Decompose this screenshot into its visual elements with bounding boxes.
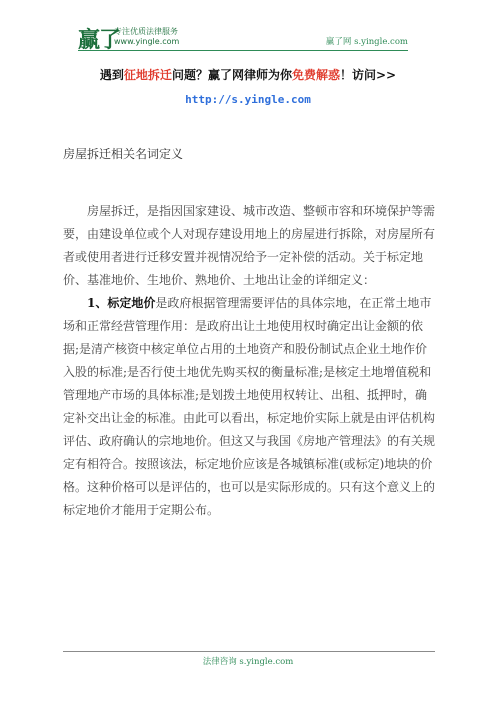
paragraph-2-block: [63, 292, 435, 522]
paragraph-1: 房屋拆迁，是指因国家建设、城市改造、整顿市容和环境保护等需要，由建设单位或个人对现存建设用地上的房屋进行拆除，对房屋所有者或使用者进行迁移安置并视情况给予一定补偿的活动。关于标定地价、基准地价、生地价、熟地价、土地出让金的详细定义：: [63, 204, 436, 287]
paragraph-2: [63, 292, 435, 522]
promo-banner: [0, 66, 496, 83]
promo-highlight-free: 免费解惑: [291, 68, 340, 82]
promo-text-3: ！访问>>: [339, 68, 397, 82]
promo-link[interactable]: http://s.yingle.com: [185, 93, 311, 106]
promo-text-1: 遇到: [99, 68, 124, 82]
logo-url: www.yingle.com: [114, 37, 180, 46]
term-standard-land-price: 1、标定地价: [87, 296, 156, 310]
paragraph-1-block: [63, 200, 435, 292]
promo-text-2: 问题？赢了网律师为你: [171, 68, 292, 82]
promo-highlight-topic: 征地拆迁: [123, 68, 172, 82]
site-logo[interactable]: [78, 25, 188, 53]
header-site-label[interactable]: 赢了网 s.yingle.com: [325, 37, 408, 47]
logo-mark: 赢了: [78, 28, 121, 53]
section-title: 房屋拆迁相关名词定义: [63, 147, 184, 161]
logo-slogan: 专注优质法律服务: [114, 27, 178, 36]
paragraph-2-body: 是政府根据管理需要评估的具体宗地，在正常土地市场和正常经营管理作用：是政府出让土地使用权时确定出让金额的依据;是清产核资中核定单位占用的土地资产和股份制试点企业土地作价入股的标准;是否行使土地优先购买权的衡量标准;是核定土地增值税和管理地产市场的具体标准;是划拨土地使用权转让、出租、抵押时，确定补交出让金的标准。由此可以看出，标定地价实际上就是由评估机构评估、政府确认的宗地地价。但这又与我国《房地产管理法》的有关规定有相符合。按照该法，标定地价应该是各城镇标准(或标定)地块的价格。这种价格可以是评估的，也可以是实际形成的。只有这个意义上的标定地价才能用于定期公布。: [63, 296, 436, 517]
footer-divider: [63, 651, 435, 652]
footer-link[interactable]: 法律咨询 s.yingle.com: [202, 657, 294, 667]
header-divider: [78, 50, 408, 51]
